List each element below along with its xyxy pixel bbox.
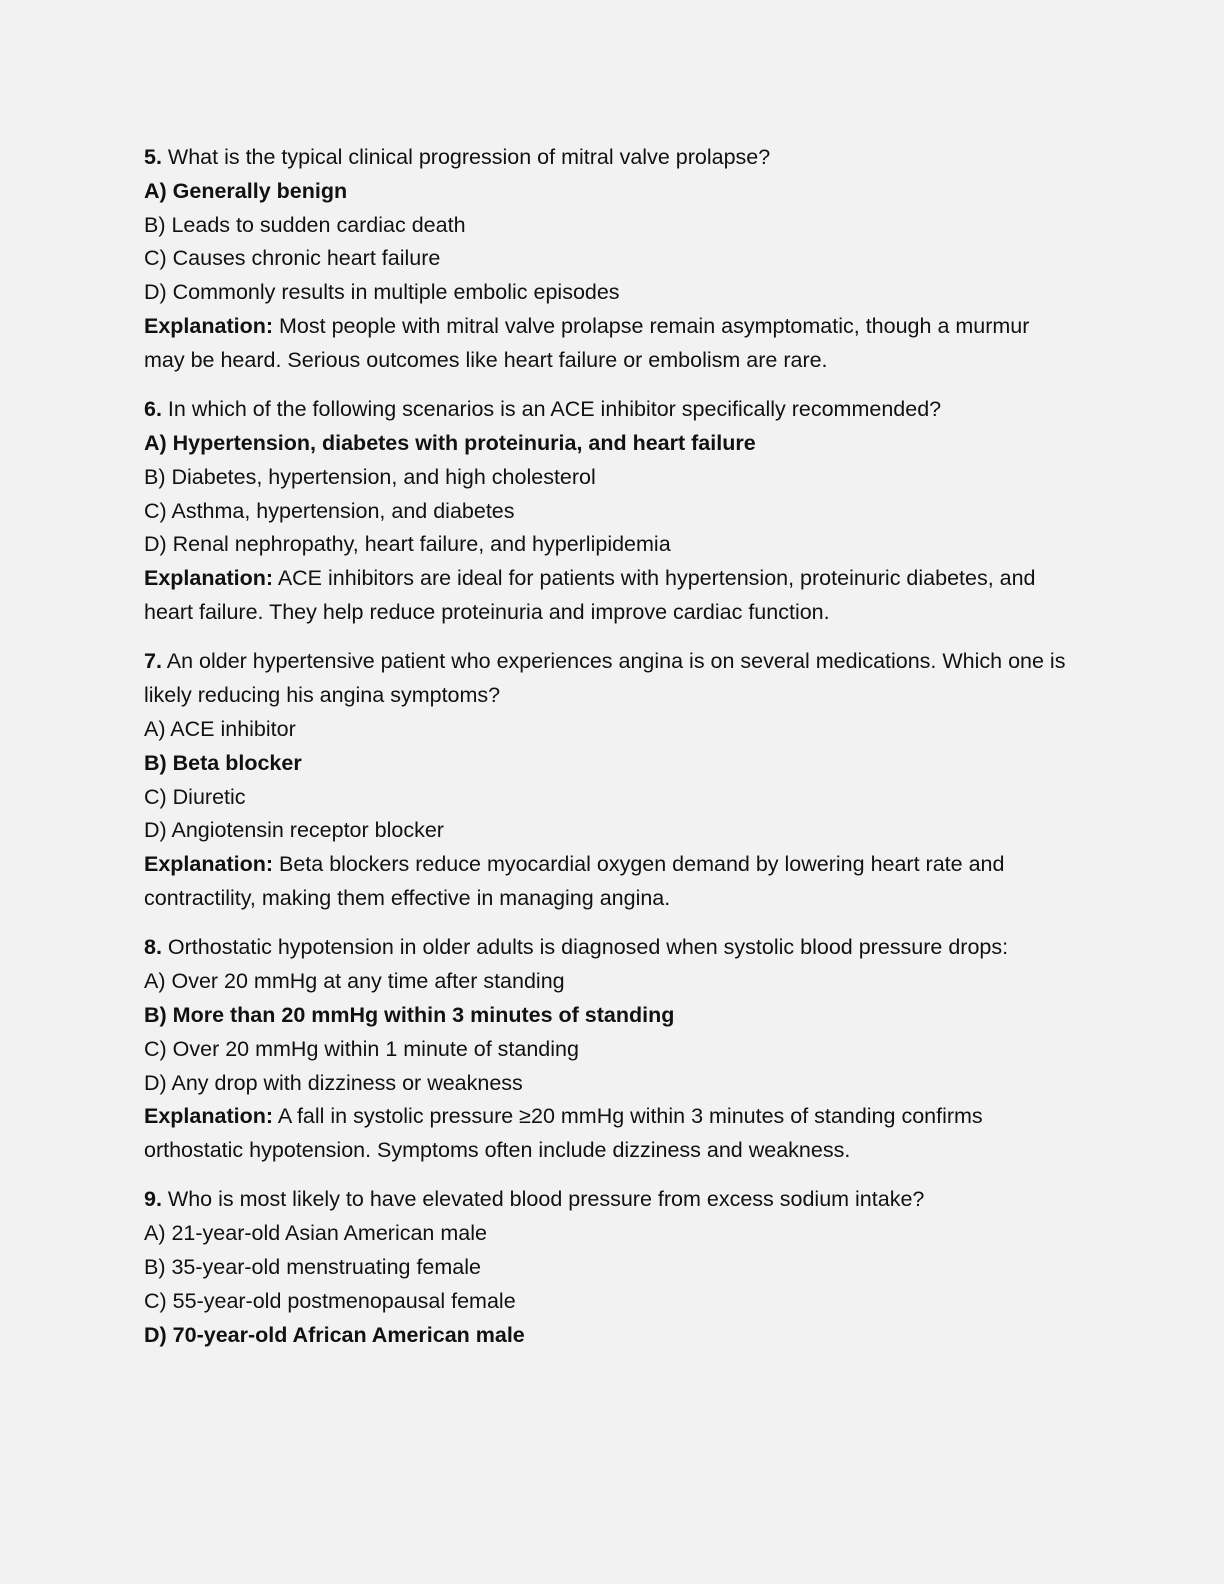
option-d: D) Renal nephropathy, heart failure, and hyperlipidemia [144,532,671,557]
option-d: D) Any drop with dizziness or weakness [144,1070,523,1095]
question-stem [144,1183,1074,1217]
option-d: D) Angiotensin receptor blocker [144,818,444,843]
question-stem [144,931,1074,965]
explanation [144,1100,1074,1168]
option-a: A) ACE inhibitor [144,716,296,741]
question-8 [144,931,1074,1168]
option-c: C) Causes chronic heart failure [144,246,441,271]
question-7 [144,645,1074,915]
quiz-page [144,141,1074,1368]
option-b: B) Diabetes, hypertension, and high cholesterol [144,464,596,489]
option-b: B) 35-year-old menstruating female [144,1255,481,1280]
option-a-correct: A) Generally benign [144,178,348,203]
option-a: A) Over 20 mmHg at any time after standing [144,969,565,994]
option-c: C) 55-year-old postmenopausal female [144,1288,516,1313]
explanation-text: Most people with mitral valve prolapse remain asymptomatic, though a murmur may be heard. Serious outcomes like heart failure or embolism are rare. [144,313,1030,372]
explanation-text: ACE inhibitors are ideal for patients with hypertension, proteinuric diabetes, and heart failure. They help reduce proteinuria and improve cardiac function. [144,566,1036,624]
explanation [144,310,1074,378]
question-number: 6. [144,397,162,422]
question-number: 5. [144,145,162,169]
question-stem [144,645,1074,713]
explanation-label: Explanation: [144,852,274,877]
option-d-correct: D) 70-year-old African American male [144,1322,525,1347]
question-stem [144,393,1074,427]
explanation-text: Beta blockers reduce myocardial oxygen demand by lowering heart rate and contractility, making them effective in managing angina. [144,852,1005,910]
option-c: C) Diuretic [144,784,246,809]
explanation-label: Explanation: [144,566,274,591]
question-number: 8. [144,935,162,960]
option-c: C) Over 20 mmHg within 1 minute of standing [144,1036,579,1061]
option-c: C) Asthma, hypertension, and diabetes [144,498,515,523]
question-stem [144,141,1074,175]
option-a-correct: A) Hypertension, diabetes with proteinuria, and heart failure [144,430,756,455]
question-9 [144,1183,1074,1352]
option-b: B) Leads to sudden cardiac death [144,212,466,237]
option-b-correct: B) More than 20 mmHg within 3 minutes of standing [144,1002,675,1027]
explanation-text: A fall in systolic pressure ≥20 mmHg within 3 minutes of standing confirms orthostatic hypotension. Symptoms often include dizziness and weakness. [144,1104,983,1163]
question-number: 7. [144,649,162,674]
explanation [144,562,1074,630]
question-6 [144,393,1074,630]
question-text: Who is most likely to have elevated blood pressure from excess sodium intake? [167,1187,925,1212]
option-b-correct: B) Beta blocker [144,750,302,775]
option-a: A) 21-year-old Asian American male [144,1221,487,1246]
question-text: In which of the following scenarios is an ACE inhibitor specifically recommended? [167,397,942,422]
question-number: 9. [144,1187,162,1212]
question-text: Orthostatic hypotension in older adults is diagnosed when systolic blood pressure drops: [167,935,1009,960]
question-text: An older hypertensive patient who experiences angina is on several medications. Which one is likely reducing his angina symptoms? [144,649,1066,708]
option-d: D) Commonly results in multiple embolic episodes [144,280,620,305]
explanation [144,848,1074,916]
question-5 [144,141,1074,378]
question-text: What is the typical clinical progression of mitral valve prolapse? [167,145,771,169]
explanation-label: Explanation: [144,313,274,338]
explanation-label: Explanation: [144,1104,274,1129]
